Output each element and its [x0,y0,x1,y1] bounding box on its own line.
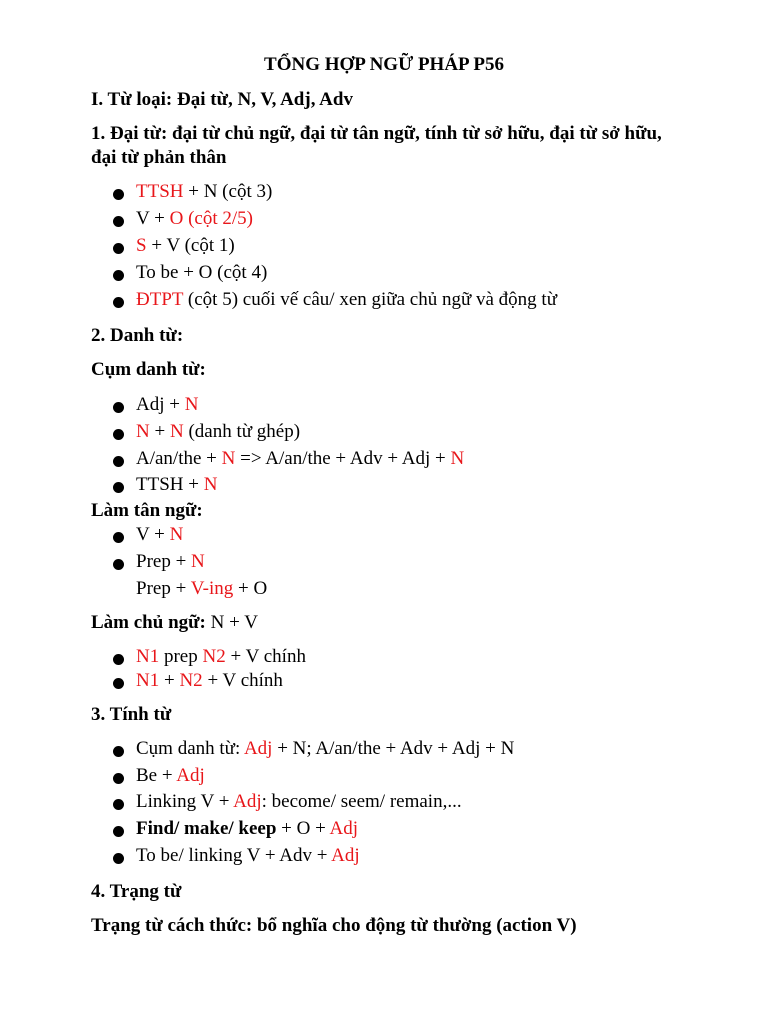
bullet-icon [113,189,124,200]
bullet-icon [113,773,124,784]
list-item: Find/ make/ keep + O + Adj [110,817,710,844]
bullet-icon [113,853,124,864]
section-3-heading: 3. Tính từ [91,704,172,725]
bullet-icon [113,799,124,810]
list-item: TTSH + N [110,473,710,500]
list-item: Be + Adj [110,764,710,791]
subject-line: Làm chủ ngữ: N + V [91,612,258,633]
bullet-icon [113,559,124,570]
section-2-heading: 2. Danh từ: [91,325,184,346]
bullet-icon [113,402,124,413]
list-item: To be/ linking V + Adv + Adj [110,844,710,871]
pronoun-subheading: 1. Đại từ: đại từ chủ ngữ, đại từ tân ngữ, tính từ sở hữu, đại từ sở hữu, đại từ phản thân [91,123,662,168]
section-4-heading: 4. Trạng từ [91,881,182,902]
bullet-icon [113,678,124,689]
list-item: V + O (cột 2/5) [110,207,710,234]
bullet-icon [113,243,124,254]
object-heading: Làm tân ngữ: [91,500,203,521]
bullet-icon [113,746,124,757]
section-1-heading: I. Từ loại: Đại từ, N, V, Adj, Adv [91,89,353,110]
bullet-icon [113,482,124,493]
list-item: S + V (cột 1) [110,234,710,261]
list-item: A/an/the + N => A/an/the + Adv + Adj + N [110,447,710,474]
noun-phrase-heading: Cụm danh từ: [91,359,206,380]
bullet-icon [113,429,124,440]
bullet-icon [113,532,124,543]
object-extra-line: Prep + V-ing + O [136,578,268,599]
bullet-icon [113,654,124,665]
bullet-icon [113,270,124,281]
list-item: Cụm danh từ: Adj + N; A/an/the + Adv + Adj + N [110,737,710,764]
bullet-icon [113,216,124,227]
list-item: N1 prep N2 + V chính [110,645,710,672]
list-item: TTSH + N (cột 3) [110,180,710,207]
bullet-icon [113,456,124,467]
list-item: V + N [110,523,710,550]
list-item: ĐTPT (cột 5) cuối vế câu/ xen giữa chủ ngữ và động từ [110,288,710,315]
manner-adverb-heading: Trạng từ cách thức: bổ nghĩa cho động từ thường (action V) [91,915,577,936]
list-item: Adj + N [110,393,710,420]
bullet-icon [113,826,124,837]
list-item: Prep + N [110,550,710,577]
document-title: TỔNG HỢP NGỮ PHÁP P56 [264,54,504,75]
bullet-icon [113,297,124,308]
list-item: N1 + N2 + V chính [110,669,710,696]
list-item: N + N (danh từ ghép) [110,420,710,447]
list-item: Linking V + Adj: become/ seem/ remain,... [110,790,710,817]
list-item: To be + O (cột 4) [110,261,710,288]
